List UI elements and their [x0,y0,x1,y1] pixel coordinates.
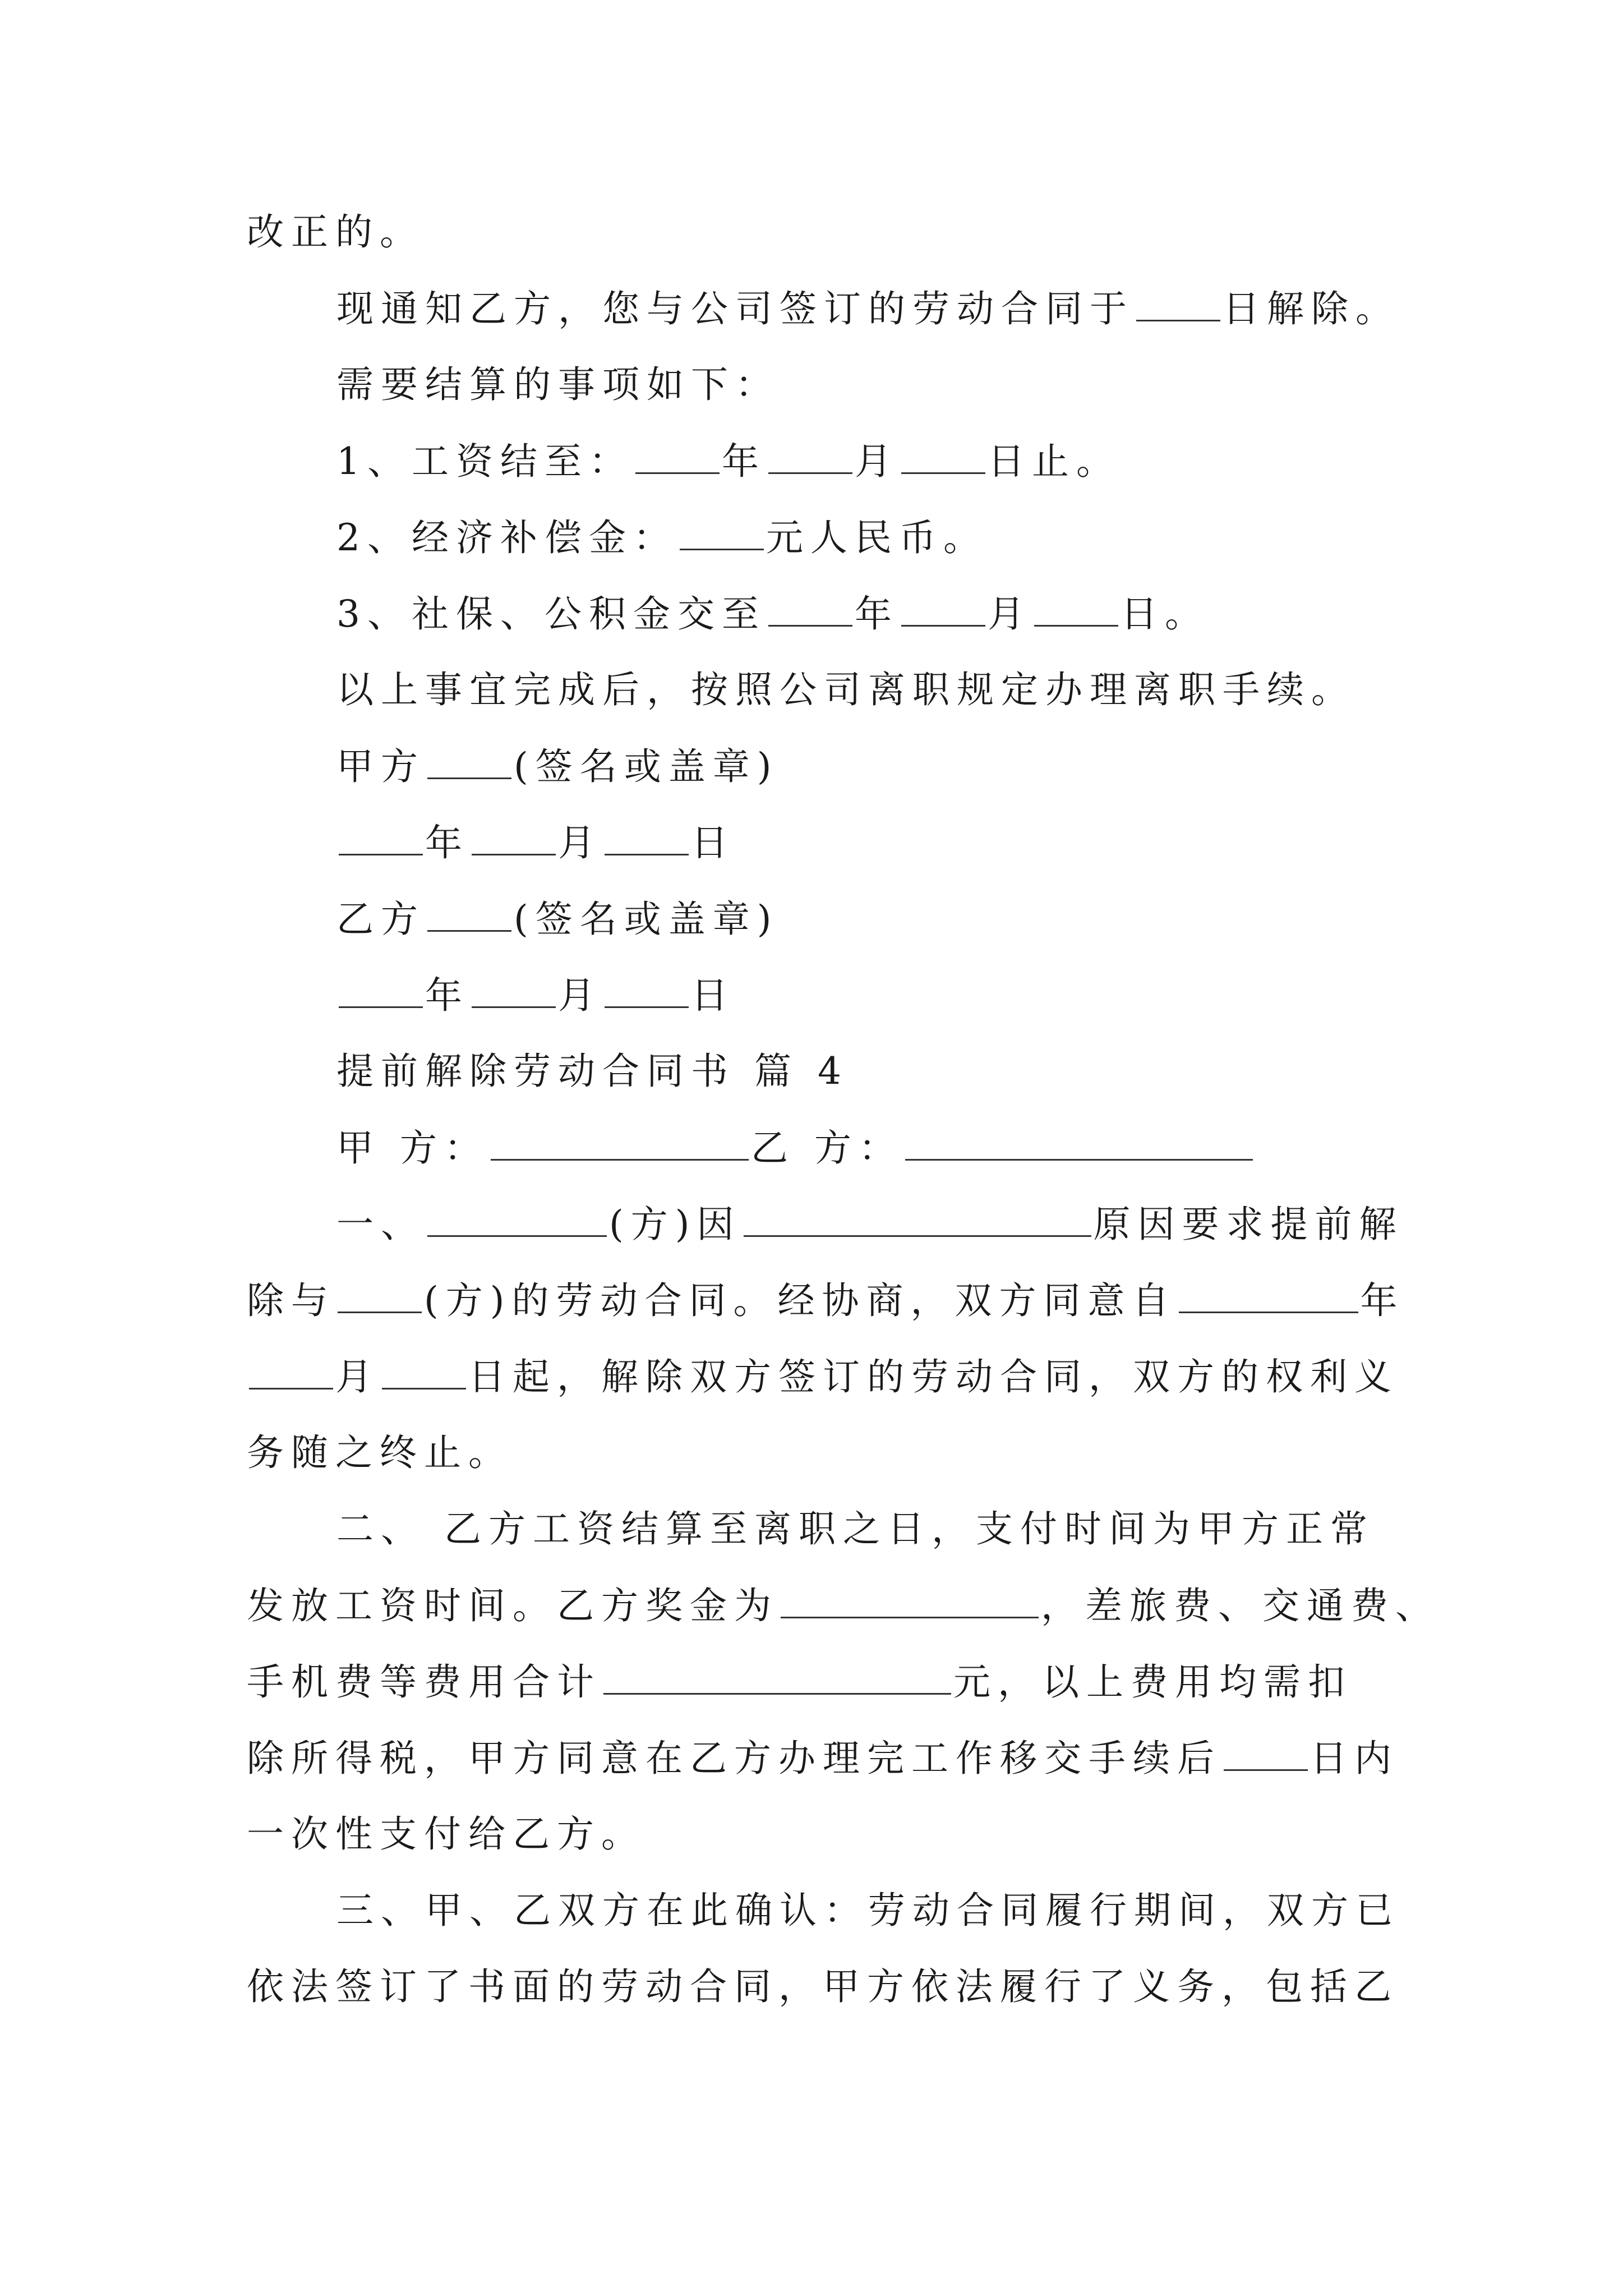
blank-field [605,973,689,1008]
blank-field [901,439,985,474]
blank-field [427,896,511,932]
blank-field [427,744,511,779]
party-b-signature: 乙方 (签名或盖章) [336,898,779,941]
clause-1-line: 一、 (方)因 原因要求提前解 [336,1203,1404,1246]
blank-field [382,1354,466,1389]
clause-2-line: 二、 乙方工资结算至离职之日，支付时间为甲方正常 [336,1507,1375,1550]
party-a-date: 年 月 日 [336,820,735,866]
blank-field [472,973,556,1008]
clause-3-line: 三、甲、乙双方在此确认：劳动合同履行期间，双方已 [336,1889,1400,1932]
blank-field [768,591,852,627]
party-a-signature: 甲方 (签名或盖章) [336,745,779,788]
settlement-item-2: 2、经济补偿金： 元人民币。 [336,516,988,559]
party-b-date: 年 月 日 [336,973,735,1018]
blank-field [680,515,764,550]
blank-field [1179,1278,1358,1313]
blank-field [339,973,423,1008]
settlement-item-3: 3、社保、公积金交至 年 月 日。 [336,592,1209,636]
blank-field [339,820,423,855]
section-title: 提前解除劳动合同书 篇 4 [336,1050,849,1093]
blank-field [427,1202,607,1237]
blank-field [1136,286,1220,321]
paragraph-line: 改正的。 [247,210,424,254]
blank-field [1034,591,1118,627]
notice-line: 现通知乙方，您与公司签订的劳动合同于 日解除。 [336,287,1400,330]
blank-field [781,1583,1039,1618]
blank-field [1224,1736,1308,1771]
clause-2-line: 除所得税，甲方同意在乙方办理完工作移交手续后 日内 [247,1737,1399,1780]
blank-field [901,591,985,627]
clause-1-line: 务随之终止。 [247,1431,513,1474]
parties-line: 甲 方： 乙 方： [336,1125,1255,1171]
clause-1-line: 月 日起，解除双方签订的劳动合同，双方的权利义 [247,1354,1399,1400]
blank-field [249,1354,333,1389]
blank-field [603,1659,951,1695]
clause-3-line: 依法签订了书面的劳动合同，甲方依法履行了义务，包括乙 [247,1965,1399,2008]
settlement-item-1: 1、工资结至： 年 月 日止。 [336,440,1121,483]
blank-field [491,1125,749,1161]
clause-2-line: 发放工资时间。乙方奖金为 ，差旅费、交通费、 [247,1584,1440,1627]
settlement-heading: 需要结算的事项如下： [336,363,780,406]
blank-field [744,1202,1091,1237]
clause-2-line: 一次性支付给乙方。 [247,1812,645,1856]
clause-1-line: 除与 (方)的劳动合同。经协商，双方同意自 年 [247,1279,1405,1322]
clause-2-line: 手机费等费用合计 元，以上费用均需扣 [247,1660,1352,1704]
blank-field [635,439,720,474]
blank-field [605,820,689,855]
blank-field [905,1125,1253,1161]
procedure-line: 以上事宜完成后，按照公司离职规定办理离职手续。 [336,668,1355,711]
blank-field [768,439,852,474]
blank-field [338,1278,422,1313]
blank-field [472,820,556,855]
